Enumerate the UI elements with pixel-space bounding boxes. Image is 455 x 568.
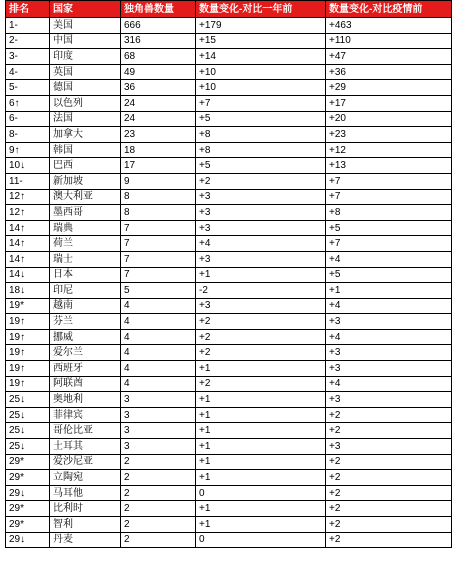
unicorn-count-cell: 24	[121, 111, 196, 127]
country-cell: 马耳他	[50, 485, 121, 501]
change-vs-last-year-cell: +179	[196, 18, 326, 34]
table-row	[6, 345, 452, 361]
table-row	[6, 220, 452, 236]
change-vs-last-year-cell: 0	[196, 532, 326, 548]
unicorn-count-cell: 2	[121, 501, 196, 517]
change-vs-pre-pandemic-cell: +20	[326, 111, 452, 127]
table-row	[6, 251, 452, 267]
header-country: 国家	[50, 1, 121, 18]
unicorn-count-cell: 4	[121, 329, 196, 345]
rank-cell: 12↑	[6, 189, 50, 205]
unicorn-count-cell: 2	[121, 470, 196, 486]
country-cell: 哥伦比亚	[50, 423, 121, 439]
country-cell: 智利	[50, 517, 121, 533]
change-vs-pre-pandemic-cell: +17	[326, 95, 452, 111]
table-row	[6, 18, 452, 34]
unicorn-count-cell: 4	[121, 345, 196, 361]
table-row	[6, 49, 452, 65]
unicorn-count-cell: 3	[121, 407, 196, 423]
table-row	[6, 470, 452, 486]
unicorn-count-cell: 2	[121, 532, 196, 548]
table-row	[6, 454, 452, 470]
unicorn-count-cell: 36	[121, 80, 196, 96]
change-vs-pre-pandemic-cell: +4	[326, 329, 452, 345]
change-vs-pre-pandemic-cell: +3	[326, 439, 452, 455]
country-cell: 爱尔兰	[50, 345, 121, 361]
country-cell: 澳大利亚	[50, 189, 121, 205]
table-row	[6, 205, 452, 221]
change-vs-last-year-cell: +7	[196, 95, 326, 111]
rank-cell: 18↓	[6, 283, 50, 299]
table-row	[6, 329, 452, 345]
rank-cell: 8-	[6, 127, 50, 143]
unicorn-count-cell: 8	[121, 189, 196, 205]
change-vs-pre-pandemic-cell: +7	[326, 236, 452, 252]
change-vs-pre-pandemic-cell: +2	[326, 423, 452, 439]
country-cell: 芬兰	[50, 314, 121, 330]
change-vs-pre-pandemic-cell: +2	[326, 485, 452, 501]
unicorn-count-cell: 4	[121, 314, 196, 330]
country-cell: 加拿大	[50, 127, 121, 143]
country-cell: 立陶宛	[50, 470, 121, 486]
table-row	[6, 423, 452, 439]
rank-cell: 29*	[6, 501, 50, 517]
unicorn-count-cell: 18	[121, 142, 196, 158]
unicorn-count-cell: 17	[121, 158, 196, 174]
rank-cell: 29↓	[6, 532, 50, 548]
change-vs-last-year-cell: +2	[196, 329, 326, 345]
change-vs-pre-pandemic-cell: +29	[326, 80, 452, 96]
rank-cell: 19↑	[6, 361, 50, 377]
unicorn-count-cell: 316	[121, 33, 196, 49]
change-vs-pre-pandemic-cell: +463	[326, 18, 452, 34]
header-row	[6, 1, 452, 18]
change-vs-last-year-cell: +14	[196, 49, 326, 65]
change-vs-pre-pandemic-cell: +7	[326, 173, 452, 189]
rank-cell: 19↑	[6, 376, 50, 392]
rank-cell: 14↑	[6, 220, 50, 236]
country-cell: 英国	[50, 64, 121, 80]
rank-cell: 29*	[6, 517, 50, 533]
change-vs-pre-pandemic-cell: +47	[326, 49, 452, 65]
rank-cell: 9↑	[6, 142, 50, 158]
country-cell: 瑞士	[50, 251, 121, 267]
change-vs-last-year-cell: +1	[196, 454, 326, 470]
rank-cell: 25↓	[6, 439, 50, 455]
unicorn-count-cell: 49	[121, 64, 196, 80]
change-vs-pre-pandemic-cell: +5	[326, 220, 452, 236]
change-vs-pre-pandemic-cell: +2	[326, 532, 452, 548]
rank-cell: 25↓	[6, 392, 50, 408]
rank-cell: 1-	[6, 18, 50, 34]
country-cell: 印度	[50, 49, 121, 65]
change-vs-last-year-cell: +3	[196, 251, 326, 267]
unicorn-count-cell: 7	[121, 236, 196, 252]
change-vs-pre-pandemic-cell: +36	[326, 64, 452, 80]
table-row	[6, 189, 452, 205]
unicorn-count-cell: 7	[121, 220, 196, 236]
change-vs-pre-pandemic-cell: +110	[326, 33, 452, 49]
change-vs-pre-pandemic-cell: +12	[326, 142, 452, 158]
table-row	[6, 127, 452, 143]
table-row	[6, 314, 452, 330]
rank-cell: 14↑	[6, 251, 50, 267]
country-cell: 土耳其	[50, 439, 121, 455]
country-cell: 德国	[50, 80, 121, 96]
unicorn-ranking-table	[5, 0, 452, 548]
rank-cell: 5-	[6, 80, 50, 96]
country-cell: 阿联酋	[50, 376, 121, 392]
rank-cell: 11-	[6, 173, 50, 189]
country-cell: 越南	[50, 298, 121, 314]
change-vs-last-year-cell: +8	[196, 142, 326, 158]
change-vs-last-year-cell: +1	[196, 267, 326, 283]
table-row	[6, 376, 452, 392]
table-row	[6, 236, 452, 252]
change-vs-last-year-cell: +15	[196, 33, 326, 49]
rank-cell: 19*	[6, 298, 50, 314]
change-vs-last-year-cell: +3	[196, 220, 326, 236]
country-cell: 日本	[50, 267, 121, 283]
rank-cell: 19↑	[6, 314, 50, 330]
country-cell: 中国	[50, 33, 121, 49]
unicorn-count-cell: 3	[121, 423, 196, 439]
table-row	[6, 298, 452, 314]
table-row	[6, 267, 452, 283]
change-vs-pre-pandemic-cell: +3	[326, 392, 452, 408]
rank-cell: 19↑	[6, 345, 50, 361]
rank-cell: 3-	[6, 49, 50, 65]
change-vs-pre-pandemic-cell: +2	[326, 501, 452, 517]
country-cell: 比利时	[50, 501, 121, 517]
unicorn-count-cell: 9	[121, 173, 196, 189]
unicorn-count-cell: 4	[121, 361, 196, 377]
change-vs-last-year-cell: +2	[196, 173, 326, 189]
rank-cell: 6↑	[6, 95, 50, 111]
unicorn-count-cell: 24	[121, 95, 196, 111]
change-vs-last-year-cell: +1	[196, 439, 326, 455]
change-vs-last-year-cell: +10	[196, 64, 326, 80]
change-vs-last-year-cell: +3	[196, 298, 326, 314]
country-cell: 韩国	[50, 142, 121, 158]
country-cell: 丹麦	[50, 532, 121, 548]
change-vs-last-year-cell: +8	[196, 127, 326, 143]
change-vs-last-year-cell: +1	[196, 392, 326, 408]
table-row	[6, 33, 452, 49]
table-row	[6, 407, 452, 423]
rank-cell: 6-	[6, 111, 50, 127]
country-cell: 奥地利	[50, 392, 121, 408]
country-cell: 荷兰	[50, 236, 121, 252]
country-cell: 印尼	[50, 283, 121, 299]
change-vs-pre-pandemic-cell: +3	[326, 345, 452, 361]
table-header	[6, 1, 452, 18]
change-vs-last-year-cell: +2	[196, 314, 326, 330]
change-vs-last-year-cell: +3	[196, 205, 326, 221]
unicorn-count-cell: 3	[121, 392, 196, 408]
change-vs-pre-pandemic-cell: +2	[326, 517, 452, 533]
unicorn-count-cell: 4	[121, 376, 196, 392]
rank-cell: 2-	[6, 33, 50, 49]
country-cell: 菲律宾	[50, 407, 121, 423]
table-row	[6, 283, 452, 299]
change-vs-last-year-cell: +1	[196, 407, 326, 423]
header-unicorn-count: 独角兽数量	[121, 1, 196, 18]
country-cell: 瑞典	[50, 220, 121, 236]
table-row	[6, 158, 452, 174]
unicorn-count-cell: 23	[121, 127, 196, 143]
country-cell: 爱沙尼亚	[50, 454, 121, 470]
table-row	[6, 361, 452, 377]
unicorn-count-cell: 3	[121, 439, 196, 455]
rank-cell: 25↓	[6, 423, 50, 439]
table-row	[6, 80, 452, 96]
change-vs-pre-pandemic-cell: +1	[326, 283, 452, 299]
change-vs-last-year-cell: +1	[196, 501, 326, 517]
change-vs-last-year-cell: +1	[196, 470, 326, 486]
change-vs-last-year-cell: +2	[196, 345, 326, 361]
change-vs-last-year-cell: +4	[196, 236, 326, 252]
rank-cell: 25↓	[6, 407, 50, 423]
rank-cell: 19↑	[6, 329, 50, 345]
country-cell: 法国	[50, 111, 121, 127]
unicorn-count-cell: 7	[121, 267, 196, 283]
country-cell: 巴西	[50, 158, 121, 174]
change-vs-last-year-cell: +2	[196, 376, 326, 392]
unicorn-count-cell: 2	[121, 454, 196, 470]
country-cell: 以色列	[50, 95, 121, 111]
table-row	[6, 501, 452, 517]
change-vs-pre-pandemic-cell: +8	[326, 205, 452, 221]
table-row	[6, 111, 452, 127]
table-row	[6, 142, 452, 158]
change-vs-pre-pandemic-cell: +2	[326, 470, 452, 486]
change-vs-pre-pandemic-cell: +3	[326, 314, 452, 330]
change-vs-last-year-cell: +3	[196, 189, 326, 205]
change-vs-last-year-cell: 0	[196, 485, 326, 501]
change-vs-last-year-cell: +1	[196, 423, 326, 439]
change-vs-pre-pandemic-cell: +4	[326, 251, 452, 267]
table-row	[6, 64, 452, 80]
change-vs-last-year-cell: +5	[196, 158, 326, 174]
country-cell: 挪威	[50, 329, 121, 345]
unicorn-count-cell: 5	[121, 283, 196, 299]
change-vs-pre-pandemic-cell: +4	[326, 298, 452, 314]
change-vs-pre-pandemic-cell: +23	[326, 127, 452, 143]
change-vs-pre-pandemic-cell: +7	[326, 189, 452, 205]
rank-cell: 29↓	[6, 485, 50, 501]
country-cell: 西班牙	[50, 361, 121, 377]
rank-cell: 14↓	[6, 267, 50, 283]
unicorn-count-cell: 2	[121, 517, 196, 533]
change-vs-pre-pandemic-cell: +4	[326, 376, 452, 392]
change-vs-pre-pandemic-cell: +3	[326, 361, 452, 377]
change-vs-pre-pandemic-cell: +13	[326, 158, 452, 174]
country-cell: 新加坡	[50, 173, 121, 189]
unicorn-count-cell: 8	[121, 205, 196, 221]
table-body	[6, 18, 452, 548]
country-cell: 墨西哥	[50, 205, 121, 221]
header-change-vs-last-year: 数量变化-对比一年前	[196, 1, 326, 18]
country-cell: 美国	[50, 18, 121, 34]
table-row	[6, 485, 452, 501]
rank-cell: 10↓	[6, 158, 50, 174]
change-vs-last-year-cell: +1	[196, 361, 326, 377]
unicorn-count-cell: 2	[121, 485, 196, 501]
change-vs-last-year-cell: -2	[196, 283, 326, 299]
table-row	[6, 95, 452, 111]
change-vs-pre-pandemic-cell: +2	[326, 454, 452, 470]
table-row	[6, 517, 452, 533]
rank-cell: 29*	[6, 454, 50, 470]
header-change-vs-pre-pandemic: 数量变化-对比疫情前	[326, 1, 452, 18]
change-vs-last-year-cell: +1	[196, 517, 326, 533]
unicorn-count-cell: 4	[121, 298, 196, 314]
change-vs-last-year-cell: +5	[196, 111, 326, 127]
unicorn-count-cell: 666	[121, 18, 196, 34]
change-vs-pre-pandemic-cell: +2	[326, 407, 452, 423]
unicorn-count-cell: 68	[121, 49, 196, 65]
rank-cell: 29*	[6, 470, 50, 486]
unicorn-count-cell: 7	[121, 251, 196, 267]
table-row	[6, 392, 452, 408]
table-row	[6, 173, 452, 189]
rank-cell: 12↑	[6, 205, 50, 221]
change-vs-pre-pandemic-cell: +5	[326, 267, 452, 283]
header-rank: 排名	[6, 1, 50, 18]
table-row	[6, 439, 452, 455]
change-vs-last-year-cell: +10	[196, 80, 326, 96]
rank-cell: 14↑	[6, 236, 50, 252]
rank-cell: 4-	[6, 64, 50, 80]
table-row	[6, 532, 452, 548]
